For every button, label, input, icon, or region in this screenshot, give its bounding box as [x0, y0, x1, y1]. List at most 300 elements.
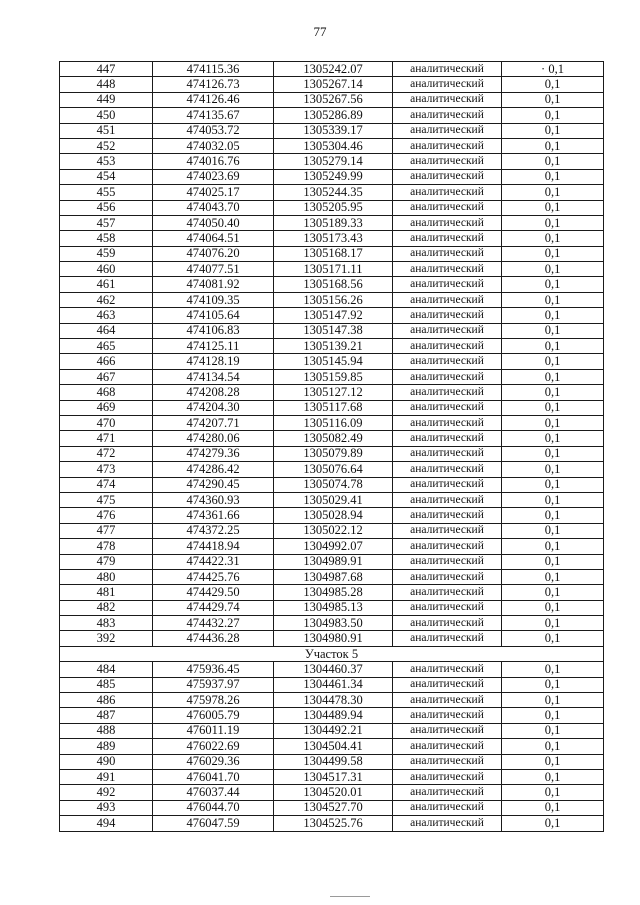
point-number-cell: 484: [60, 662, 153, 677]
x-coordinate-cell: 474432.27: [153, 616, 274, 631]
point-number-cell: 476: [60, 508, 153, 523]
accuracy-cell: 0,1: [502, 339, 604, 354]
table-row: [60, 785, 604, 800]
x-coordinate-cell: 474135.67: [153, 108, 274, 123]
method-cell: аналитический: [393, 431, 502, 446]
point-number-cell: 467: [60, 369, 153, 384]
point-number-cell: 471: [60, 431, 153, 446]
y-coordinate-cell: 1305168.56: [274, 277, 393, 292]
accuracy-cell: 0,1: [502, 292, 604, 307]
table-row: [60, 169, 604, 184]
y-coordinate-cell: 1305249.99: [274, 169, 393, 184]
point-number-cell: 479: [60, 554, 153, 569]
y-coordinate-cell: 1305022.12: [274, 523, 393, 538]
point-number-cell: 458: [60, 231, 153, 246]
point-number-cell: 477: [60, 523, 153, 538]
point-number-cell: 478: [60, 539, 153, 554]
table-row: [60, 708, 604, 723]
point-number-cell: 473: [60, 462, 153, 477]
section-header-group: [60, 646, 604, 661]
accuracy-cell: 0,1: [502, 662, 604, 677]
table-row: [60, 800, 604, 815]
table-row: [60, 693, 604, 708]
x-coordinate-cell: 474290.45: [153, 477, 274, 492]
point-number-cell: 475: [60, 492, 153, 507]
x-coordinate-cell: 474109.35: [153, 292, 274, 307]
accuracy-cell: 0,1: [502, 631, 604, 646]
table-row: [60, 123, 604, 138]
method-cell: аналитический: [393, 292, 502, 307]
y-coordinate-cell: 1305267.56: [274, 92, 393, 107]
accuracy-cell: 0,1: [502, 616, 604, 631]
table-row: [60, 631, 604, 646]
table-row: [60, 277, 604, 292]
point-number-cell: 480: [60, 569, 153, 584]
y-coordinate-cell: 1305205.95: [274, 200, 393, 215]
table-row: [60, 138, 604, 153]
x-coordinate-cell: 476044.70: [153, 800, 274, 815]
point-number-cell: 453: [60, 154, 153, 169]
x-coordinate-cell: 474372.25: [153, 523, 274, 538]
table-row: [60, 569, 604, 584]
x-coordinate-cell: 474361.66: [153, 508, 274, 523]
y-coordinate-cell: 1305267.14: [274, 77, 393, 92]
table-row: [60, 62, 604, 77]
table-row: [60, 246, 604, 261]
y-coordinate-cell: 1304985.13: [274, 600, 393, 615]
method-cell: аналитический: [393, 585, 502, 600]
accuracy-cell: 0,1: [502, 138, 604, 153]
accuracy-cell: 0,1: [502, 446, 604, 461]
y-coordinate-cell: 1305168.17: [274, 246, 393, 261]
method-cell: аналитический: [393, 339, 502, 354]
y-coordinate-cell: 1304461.34: [274, 677, 393, 692]
table-row: [60, 108, 604, 123]
y-coordinate-cell: 1304980.91: [274, 631, 393, 646]
table-row: [60, 215, 604, 230]
x-coordinate-cell: 476037.44: [153, 785, 274, 800]
y-coordinate-cell: 1305173.43: [274, 231, 393, 246]
accuracy-cell: 0,1: [502, 385, 604, 400]
x-coordinate-cell: 474429.74: [153, 600, 274, 615]
point-number-cell: 447: [60, 62, 153, 77]
method-cell: аналитический: [393, 169, 502, 184]
y-coordinate-cell: 1304492.21: [274, 723, 393, 738]
y-coordinate-cell: 1305304.46: [274, 138, 393, 153]
section-header-row: [60, 646, 604, 661]
point-number-cell: 452: [60, 138, 153, 153]
point-number-cell: 483: [60, 616, 153, 631]
y-coordinate-cell: 1305156.26: [274, 292, 393, 307]
table-row: [60, 446, 604, 461]
y-coordinate-cell: 1305028.94: [274, 508, 393, 523]
point-number-cell: 466: [60, 354, 153, 369]
accuracy-cell: 0,1: [502, 600, 604, 615]
y-coordinate-cell: 1304525.76: [274, 816, 393, 831]
table-row: [60, 354, 604, 369]
x-coordinate-cell: 476041.70: [153, 769, 274, 784]
method-cell: аналитический: [393, 246, 502, 261]
point-number-cell: 468: [60, 385, 153, 400]
y-coordinate-cell: 1305076.64: [274, 462, 393, 477]
accuracy-cell: 0,1: [502, 554, 604, 569]
point-number-cell: 448: [60, 77, 153, 92]
accuracy-cell: 0,1: [502, 231, 604, 246]
y-coordinate-cell: 1305029.41: [274, 492, 393, 507]
x-coordinate-cell: 474134.54: [153, 369, 274, 384]
x-coordinate-cell: 474207.71: [153, 415, 274, 430]
y-coordinate-cell: 1304992.07: [274, 539, 393, 554]
x-coordinate-cell: 474076.20: [153, 246, 274, 261]
coordinates-table-body-b: [60, 662, 604, 831]
method-cell: аналитический: [393, 138, 502, 153]
table-row: [60, 523, 604, 538]
accuracy-cell: 0,1: [502, 431, 604, 446]
method-cell: аналитический: [393, 723, 502, 738]
point-number-cell: 469: [60, 400, 153, 415]
point-number-cell: 481: [60, 585, 153, 600]
y-coordinate-cell: 1305116.09: [274, 415, 393, 430]
x-coordinate-cell: 476047.59: [153, 816, 274, 831]
x-coordinate-cell: 474077.51: [153, 262, 274, 277]
y-coordinate-cell: 1305189.33: [274, 215, 393, 230]
y-coordinate-cell: 1304520.01: [274, 785, 393, 800]
table-row: [60, 677, 604, 692]
table-row: [60, 554, 604, 569]
x-coordinate-cell: 474429.50: [153, 585, 274, 600]
point-number-cell: 493: [60, 800, 153, 815]
y-coordinate-cell: 1305127.12: [274, 385, 393, 400]
accuracy-cell: 0,1: [502, 308, 604, 323]
x-coordinate-cell: 474360.93: [153, 492, 274, 507]
table-row: [60, 185, 604, 200]
method-cell: аналитический: [393, 708, 502, 723]
y-coordinate-cell: 1305242.07: [274, 62, 393, 77]
x-coordinate-cell: 474208.28: [153, 385, 274, 400]
method-cell: аналитический: [393, 215, 502, 230]
accuracy-cell: · 0,1: [502, 62, 604, 77]
accuracy-cell: 0,1: [502, 169, 604, 184]
accuracy-cell: 0,1: [502, 123, 604, 138]
x-coordinate-cell: 475978.26: [153, 693, 274, 708]
accuracy-cell: 0,1: [502, 185, 604, 200]
y-coordinate-cell: 1304517.31: [274, 769, 393, 784]
x-coordinate-cell: 474115.36: [153, 62, 274, 77]
x-coordinate-cell: 474126.73: [153, 77, 274, 92]
point-number-cell: 460: [60, 262, 153, 277]
method-cell: аналитический: [393, 369, 502, 384]
method-cell: аналитический: [393, 739, 502, 754]
point-number-cell: 461: [60, 277, 153, 292]
method-cell: аналитический: [393, 277, 502, 292]
x-coordinate-cell: 474128.19: [153, 354, 274, 369]
table-row: [60, 816, 604, 831]
method-cell: аналитический: [393, 108, 502, 123]
method-cell: аналитический: [393, 677, 502, 692]
x-coordinate-cell: 474436.28: [153, 631, 274, 646]
method-cell: аналитический: [393, 400, 502, 415]
point-number-cell: 459: [60, 246, 153, 261]
table-row: [60, 508, 604, 523]
method-cell: аналитический: [393, 477, 502, 492]
table-row: [60, 585, 604, 600]
point-number-cell: 450: [60, 108, 153, 123]
table-row: [60, 431, 604, 446]
point-number-cell: 491: [60, 769, 153, 784]
method-cell: аналитический: [393, 123, 502, 138]
method-cell: аналитический: [393, 323, 502, 338]
x-coordinate-cell: 474023.69: [153, 169, 274, 184]
method-cell: аналитический: [393, 816, 502, 831]
table-row: [60, 292, 604, 307]
x-coordinate-cell: 476005.79: [153, 708, 274, 723]
accuracy-cell: 0,1: [502, 492, 604, 507]
coordinates-table: [59, 61, 604, 832]
method-cell: аналитический: [393, 200, 502, 215]
method-cell: аналитический: [393, 693, 502, 708]
y-coordinate-cell: 1305082.49: [274, 431, 393, 446]
method-cell: аналитический: [393, 523, 502, 538]
coordinates-table-body-a: [60, 62, 604, 647]
accuracy-cell: 0,1: [502, 108, 604, 123]
method-cell: аналитический: [393, 600, 502, 615]
x-coordinate-cell: 474053.72: [153, 123, 274, 138]
method-cell: аналитический: [393, 415, 502, 430]
x-coordinate-cell: 474081.92: [153, 277, 274, 292]
accuracy-cell: 0,1: [502, 462, 604, 477]
table-row: [60, 339, 604, 354]
method-cell: аналитический: [393, 92, 502, 107]
point-number-cell: 474: [60, 477, 153, 492]
accuracy-cell: 0,1: [502, 539, 604, 554]
accuracy-cell: 0,1: [502, 92, 604, 107]
method-cell: аналитический: [393, 354, 502, 369]
y-coordinate-cell: 1305279.14: [274, 154, 393, 169]
method-cell: аналитический: [393, 492, 502, 507]
scan-artifact-line: [330, 896, 370, 897]
accuracy-cell: 0,1: [502, 523, 604, 538]
point-number-cell: 486: [60, 693, 153, 708]
method-cell: аналитический: [393, 508, 502, 523]
table-row: [60, 308, 604, 323]
y-coordinate-cell: 1305079.89: [274, 446, 393, 461]
accuracy-cell: 0,1: [502, 400, 604, 415]
x-coordinate-cell: 474279.36: [153, 446, 274, 461]
table-row: [60, 400, 604, 415]
accuracy-cell: 0,1: [502, 369, 604, 384]
point-number-cell: 449: [60, 92, 153, 107]
x-coordinate-cell: 474032.05: [153, 138, 274, 153]
table-row: [60, 92, 604, 107]
method-cell: аналитический: [393, 539, 502, 554]
table-row: [60, 600, 604, 615]
table-row: [60, 200, 604, 215]
x-coordinate-cell: 474418.94: [153, 539, 274, 554]
table-row: [60, 385, 604, 400]
method-cell: аналитический: [393, 769, 502, 784]
y-coordinate-cell: 1305074.78: [274, 477, 393, 492]
point-number-cell: 392: [60, 631, 153, 646]
y-coordinate-cell: 1305339.17: [274, 123, 393, 138]
y-coordinate-cell: 1304489.94: [274, 708, 393, 723]
table-row: [60, 262, 604, 277]
x-coordinate-cell: 474280.06: [153, 431, 274, 446]
page-number: 77: [313, 24, 327, 39]
accuracy-cell: 0,1: [502, 508, 604, 523]
accuracy-cell: 0,1: [502, 739, 604, 754]
x-coordinate-cell: 476022.69: [153, 739, 274, 754]
method-cell: аналитический: [393, 185, 502, 200]
y-coordinate-cell: 1305147.92: [274, 308, 393, 323]
method-cell: аналитический: [393, 800, 502, 815]
x-coordinate-cell: 474286.42: [153, 462, 274, 477]
point-number-cell: 472: [60, 446, 153, 461]
x-coordinate-cell: 474064.51: [153, 231, 274, 246]
x-coordinate-cell: 474043.70: [153, 200, 274, 215]
accuracy-cell: 0,1: [502, 215, 604, 230]
accuracy-cell: 0,1: [502, 769, 604, 784]
y-coordinate-cell: 1305171.11: [274, 262, 393, 277]
table-row: [60, 323, 604, 338]
method-cell: аналитический: [393, 754, 502, 769]
point-number-cell: 455: [60, 185, 153, 200]
x-coordinate-cell: 474204.30: [153, 400, 274, 415]
accuracy-cell: 0,1: [502, 246, 604, 261]
x-coordinate-cell: 476011.19: [153, 723, 274, 738]
x-coordinate-cell: 476029.36: [153, 754, 274, 769]
accuracy-cell: 0,1: [502, 200, 604, 215]
point-number-cell: 457: [60, 215, 153, 230]
y-coordinate-cell: 1304983.50: [274, 616, 393, 631]
accuracy-cell: 0,1: [502, 354, 604, 369]
method-cell: аналитический: [393, 62, 502, 77]
table-row: [60, 462, 604, 477]
point-number-cell: 451: [60, 123, 153, 138]
point-number-cell: 485: [60, 677, 153, 692]
point-number-cell: 463: [60, 308, 153, 323]
point-number-cell: 489: [60, 739, 153, 754]
accuracy-cell: 0,1: [502, 816, 604, 831]
y-coordinate-cell: 1304527.70: [274, 800, 393, 815]
method-cell: аналитический: [393, 462, 502, 477]
accuracy-cell: 0,1: [502, 277, 604, 292]
point-number-cell: 456: [60, 200, 153, 215]
y-coordinate-cell: 1305286.89: [274, 108, 393, 123]
table-row: [60, 415, 604, 430]
x-coordinate-cell: 474422.31: [153, 554, 274, 569]
y-coordinate-cell: 1305244.35: [274, 185, 393, 200]
table-row: [60, 769, 604, 784]
method-cell: аналитический: [393, 77, 502, 92]
table-row: [60, 723, 604, 738]
y-coordinate-cell: 1304987.68: [274, 569, 393, 584]
point-number-cell: 488: [60, 723, 153, 738]
accuracy-cell: 0,1: [502, 415, 604, 430]
y-coordinate-cell: 1304499.58: [274, 754, 393, 769]
table-row: [60, 231, 604, 246]
x-coordinate-cell: 474105.64: [153, 308, 274, 323]
accuracy-cell: 0,1: [502, 569, 604, 584]
y-coordinate-cell: 1305117.68: [274, 400, 393, 415]
accuracy-cell: 0,1: [502, 323, 604, 338]
point-number-cell: 482: [60, 600, 153, 615]
table-row: [60, 739, 604, 754]
method-cell: аналитический: [393, 662, 502, 677]
y-coordinate-cell: 1305147.38: [274, 323, 393, 338]
y-coordinate-cell: 1304478.30: [274, 693, 393, 708]
x-coordinate-cell: 474016.76: [153, 154, 274, 169]
point-number-cell: 470: [60, 415, 153, 430]
accuracy-cell: 0,1: [502, 477, 604, 492]
table-row: [60, 754, 604, 769]
point-number-cell: 462: [60, 292, 153, 307]
accuracy-cell: 0,1: [502, 154, 604, 169]
method-cell: аналитический: [393, 154, 502, 169]
method-cell: аналитический: [393, 446, 502, 461]
section-label: Участок 5: [60, 646, 604, 661]
table-row: [60, 539, 604, 554]
y-coordinate-cell: 1304504.41: [274, 739, 393, 754]
method-cell: аналитический: [393, 385, 502, 400]
accuracy-cell: 0,1: [502, 693, 604, 708]
accuracy-cell: 0,1: [502, 708, 604, 723]
y-coordinate-cell: 1305139.21: [274, 339, 393, 354]
method-cell: аналитический: [393, 554, 502, 569]
table-row: [60, 492, 604, 507]
method-cell: аналитический: [393, 262, 502, 277]
method-cell: аналитический: [393, 569, 502, 584]
point-number-cell: 454: [60, 169, 153, 184]
x-coordinate-cell: 474425.76: [153, 569, 274, 584]
accuracy-cell: 0,1: [502, 754, 604, 769]
method-cell: аналитический: [393, 785, 502, 800]
x-coordinate-cell: 474050.40: [153, 215, 274, 230]
accuracy-cell: 0,1: [502, 723, 604, 738]
table-row: [60, 369, 604, 384]
point-number-cell: 490: [60, 754, 153, 769]
point-number-cell: 494: [60, 816, 153, 831]
x-coordinate-cell: 475936.45: [153, 662, 274, 677]
table-row: [60, 477, 604, 492]
accuracy-cell: 0,1: [502, 585, 604, 600]
accuracy-cell: 0,1: [502, 785, 604, 800]
x-coordinate-cell: 474025.17: [153, 185, 274, 200]
accuracy-cell: 0,1: [502, 262, 604, 277]
y-coordinate-cell: 1304989.91: [274, 554, 393, 569]
method-cell: аналитический: [393, 616, 502, 631]
y-coordinate-cell: 1305145.94: [274, 354, 393, 369]
method-cell: аналитический: [393, 231, 502, 246]
x-coordinate-cell: 474106.83: [153, 323, 274, 338]
method-cell: аналитический: [393, 308, 502, 323]
point-number-cell: 464: [60, 323, 153, 338]
table-row: [60, 154, 604, 169]
y-coordinate-cell: 1304460.37: [274, 662, 393, 677]
point-number-cell: 487: [60, 708, 153, 723]
x-coordinate-cell: 474125.11: [153, 339, 274, 354]
method-cell: аналитический: [393, 631, 502, 646]
accuracy-cell: 0,1: [502, 77, 604, 92]
y-coordinate-cell: 1304985.28: [274, 585, 393, 600]
y-coordinate-cell: 1305159.85: [274, 369, 393, 384]
accuracy-cell: 0,1: [502, 677, 604, 692]
table-row: [60, 77, 604, 92]
table-row: [60, 616, 604, 631]
point-number-cell: 492: [60, 785, 153, 800]
point-number-cell: 465: [60, 339, 153, 354]
x-coordinate-cell: 475937.97: [153, 677, 274, 692]
accuracy-cell: 0,1: [502, 800, 604, 815]
